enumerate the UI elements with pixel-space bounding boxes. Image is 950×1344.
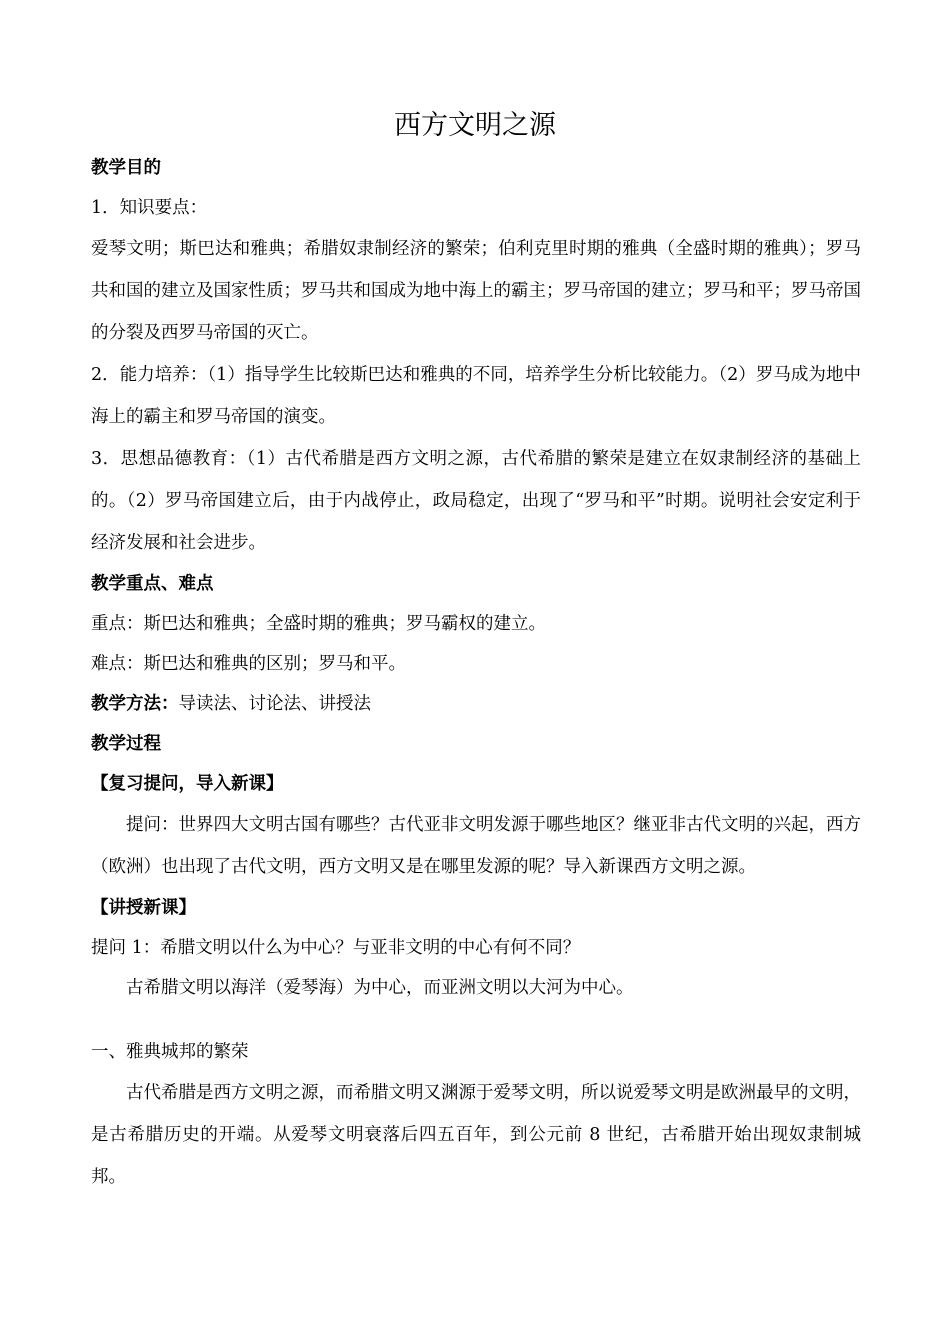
new-lesson-heading: 【讲授新课】 <box>91 898 196 918</box>
blank-line <box>91 1008 861 1032</box>
section-1-paragraph: 古代希腊是西方文明之源，而希腊文明又渊源于爱琴文明，所以说爱琴文明是欧洲最早的文明，是古希腊历史的开端。从爱琴文明衰落后四五百年，到公元前 8 世纪，古希腊开始出现奴隶制城邦。 <box>91 1083 861 1187</box>
objectives-heading: 教学目的 <box>91 158 161 178</box>
methods-value: 导读法、讨论法、讲授法 <box>178 694 371 714</box>
moral-education-paragraph: 3．思想品德教育：（1）古代希腊是西方文明之源，古代希腊的繁荣是建立在奴隶制经济的基础上的。（2）罗马帝国建立后，由于内战停止，政局稳定，出现了“罗马和平”时期。说明社会安定利于经济发展和社会进步。 <box>91 449 861 553</box>
question-1: 提问 1：希腊文明以什么为中心？与亚非文明的中心有何不同？ <box>91 938 581 958</box>
document-title: 西方文明之源 <box>394 110 556 141</box>
key-points-heading: 教学重点、难点 <box>91 574 214 594</box>
section-1-heading: 一、雅典城邦的繁荣 <box>91 1042 249 1062</box>
review-paragraph: 提问：世界四大文明古国有哪些？古代亚非文明发源于哪些地区？继亚非古代文明的兴起，西方（欧洲）也出现了古代文明，西方文明又是在哪里发源的呢？导入新课西方文明之源。 <box>91 815 861 877</box>
methods-line <box>91 684 861 724</box>
review-heading: 【复习提问，导入新课】 <box>91 774 284 794</box>
ability-paragraph: 2．能力培养：（1）指导学生比较斯巴达和雅典的不同，培养学生分析比较能力。（2）罗马成为地中海上的霸主和罗马帝国的演变。 <box>91 365 861 427</box>
key-points-line: 重点：斯巴达和雅典；全盛时期的雅典；罗马霸权的建立。 <box>91 614 546 634</box>
answer-1: 古希腊文明以海洋（爱琴海）为中心，而亚洲文明以大河为中心。 <box>126 978 634 998</box>
methods-label: 教学方法： <box>91 694 179 714</box>
knowledge-points-label: 1．知识要点： <box>91 198 208 218</box>
knowledge-points-paragraph: 爱琴文明；斯巴达和雅典；希腊奴隶制经济的繁荣；伯利克里时期的雅典（全盛时期的雅典）；罗马共和国的建立及国家性质；罗马共和国成为地中海上的霸主；罗马帝国的建立；罗马和平；罗马帝国的分裂及西罗马帝国的灭亡。 <box>91 239 861 343</box>
process-heading: 教学过程 <box>91 734 161 754</box>
difficulties-line: 难点：斯巴达和雅典的区别；罗马和平。 <box>91 654 406 674</box>
document-body <box>91 148 861 1198</box>
